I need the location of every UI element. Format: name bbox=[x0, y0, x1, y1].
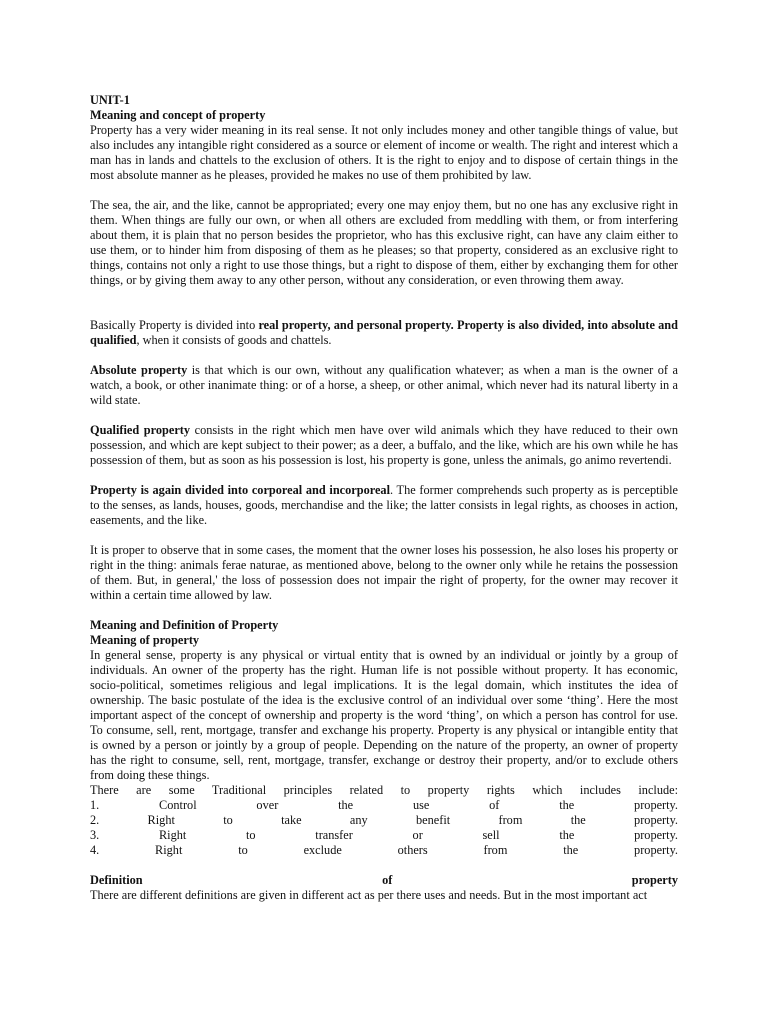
principles-intro: There are some Traditional principles related to property rights which includes include: bbox=[90, 783, 678, 797]
paragraph-2: The sea, the air, and the like, cannot be appropriated; every one may enjoy them, but no one has any exclusive right in them. When things are fully our own, or when all others are excluded from meddling with them, or from interfering about them, it is plain that no person besides the proprietor, who has this exclusive right, can have any claim either to use them, or to hinder him from disposing of them as he pleases; so that property, considered as an exclusive right to things, contains not only a right to use those things, but a right to dispose of them, either by exchanging them for other things, or by giving them away to any other person, without any consideration, or even throwing them away. bbox=[90, 198, 678, 287]
definition-heading: Definition of property bbox=[90, 873, 678, 887]
absolute-property-term: Absolute property bbox=[90, 363, 188, 377]
heading-meaning-of-property: Meaning of property bbox=[90, 633, 200, 647]
list-item: 3. Right to transfer or sell the property. bbox=[90, 828, 678, 842]
qualified-property-term: Qualified property bbox=[90, 423, 191, 437]
paragraph-3 bbox=[90, 318, 678, 348]
corporeal-text: . The former comprehends such property as is perceptible to the senses, as lands, houses, goods, merchandise and the like; the latter consists in legal rights, as chooses in action, easements, and the like. bbox=[90, 483, 678, 527]
paragraph-7: It is proper to observe that in some cases, the moment that the owner loses his possession, he also loses his property or right in the thing: animals ferae naturae, as mentioned above, belong to the owner only while he retains the possession of them. But, in general,' the loss of possession does not impair the right of property, for the owner may recover it within a certain time allowed by law. bbox=[90, 543, 678, 602]
paragraph-8: In general sense, property is any physical or virtual entity that is owned by an individual or jointly by a group of individuals. An owner of the property has the right. Human life is not possible without property. It has economic, socio-political, sometimes religious and legal implications. It is the legal domain, which institutes the idea of ownership. The basic postulate of the idea is the exclusive control of an individual over some ‘thing’. Here the most important aspect of the concept of ownership and property is the word ‘thing’, on which a person has control for use. To consume, sell, rent, mortgage, transfer and exchange his property. Property is any physical or intangible entity that is owned by a person or jointly by a group of people. Depending on the nature of the property, an owner of property has the right to consume, sell, rent, mortgage, transfer, exchange or destroy their property, and/or to exclude others from doing these things. bbox=[90, 648, 678, 782]
p3-text: Basically Property is divided into bbox=[90, 318, 259, 332]
absolute-property-text: is that which is our own, without any qualification whatever; as when a man is the owner of a watch, a book, or other inanimate thing: or of a horse, a sheep, or other animal, which never had its natural liberty in a wild state. bbox=[90, 363, 678, 407]
p3-bold: real property, and personal property. Property is also divided, into absolute and qualified bbox=[90, 318, 678, 347]
paragraph-absolute-property bbox=[90, 363, 678, 408]
list-item: 1. Control over the use of the property. bbox=[90, 798, 678, 812]
heading-meaning-definition: Meaning and Definition of Property bbox=[90, 618, 279, 632]
p3-text-end: , when it consists of goods and chattels. bbox=[136, 333, 332, 347]
corporeal-term: Property is again divided into corporeal and incorporeal bbox=[90, 483, 390, 497]
heading-meaning-concept: Meaning and concept of property bbox=[90, 108, 266, 122]
paragraph-1: Property has a very wider meaning in its real sense. It not only includes money and other tangible things of value, but also includes any intangible right considered as a source or element of income or wealth. The right and interest which a man has in lands and chattels to the exclusion of others. It is the right to enjoy and to dispose of certain things in the most absolute manner as he pleases, provided he makes no use of them prohibited by law. bbox=[90, 123, 678, 182]
paragraph-corporeal bbox=[90, 483, 678, 528]
unit-label: UNIT-1 bbox=[90, 93, 130, 107]
document-page bbox=[90, 93, 678, 903]
paragraph-10: There are different definitions are given in different act as per there uses and needs. But in the most important act bbox=[90, 888, 648, 902]
paragraph-qualified-property bbox=[90, 423, 678, 468]
qualified-property-text: consists in the right which men have over wild animals which they have reduced to their own possession, and which are kept subject to their power; as a deer, a buffalo, and the like, which are his own while he has possession of them, but as soon as his possession is lost, his property is gone, unless the animals, go animo revertendi. bbox=[90, 423, 678, 467]
list-item: 4. Right to exclude others from the property. bbox=[90, 843, 678, 857]
list-item: 2. Right to take any benefit from the property. bbox=[90, 813, 678, 827]
